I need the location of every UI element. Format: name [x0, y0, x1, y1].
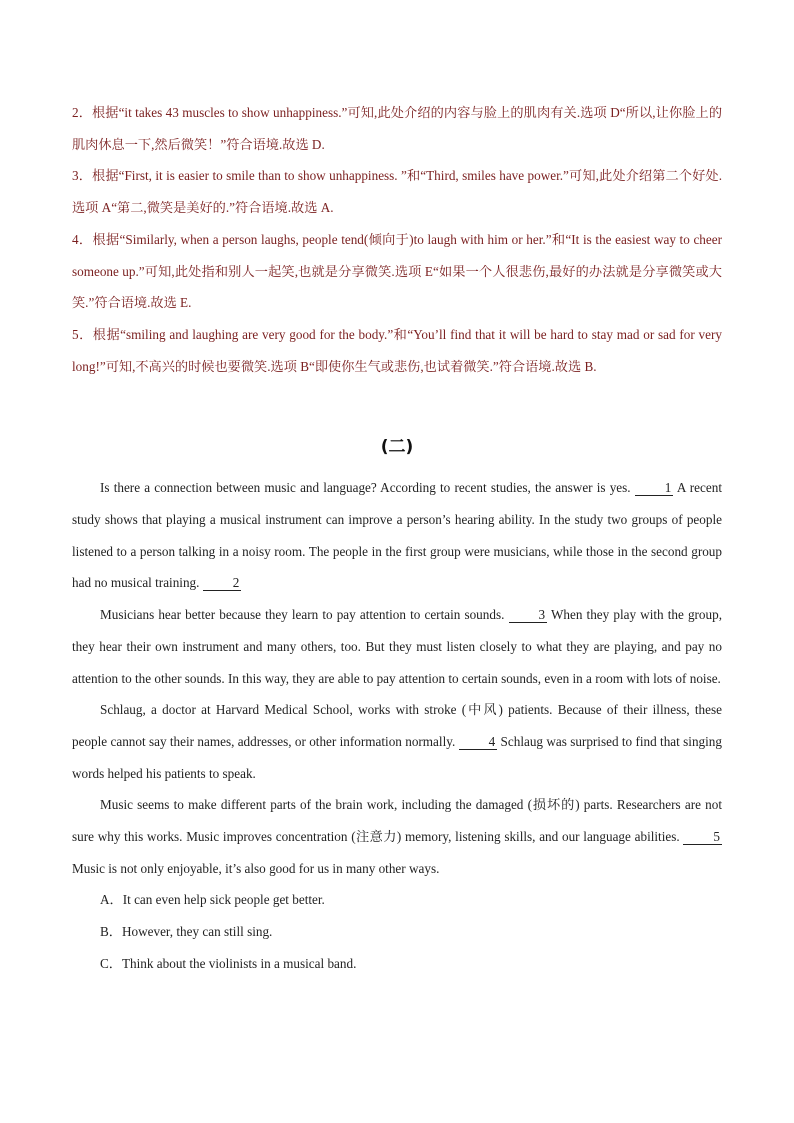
answer-number: 5． [72, 326, 93, 342]
option-letter: C． [100, 955, 122, 971]
paragraph-text: Music seems to make different parts of the brain work, including the damaged (损坏的) parts. Researchers are not sure why this works. Music improves concentration (注意力) memory, listening skills, and our language abilities. [72, 797, 722, 845]
paragraph-text: Schlaug, a doctor at Harvard Medical School, works with stroke (中风) patients. Because of their illness, these people cannot say their names, addresses, or other information normally. [72, 702, 722, 749]
answer-text: 根据“First, it is easier to smile than to show unhappiness. ”和“Third, smiles have power.”可知,此处介绍第二个好处.选项 A“第二,微笑是美好的.”符合语境.故选 A. [72, 168, 722, 216]
answer-item-5 [72, 319, 722, 382]
blank-3: 3 [509, 607, 548, 623]
reading-passage [72, 472, 722, 884]
answer-number: 4． [72, 231, 93, 247]
option-text: However, they can still sing. [121, 924, 273, 940]
document-page [72, 97, 722, 980]
passage-paragraph-4 [72, 789, 722, 884]
paragraph-text: Musicians hear better because they learn to pay attention to certain sounds. [100, 607, 509, 623]
passage-paragraph-1 [72, 472, 722, 599]
paragraph-text: Schlaug was surprised to find that singing words helped his patients to speak. [72, 733, 722, 781]
answer-number: 2． [72, 105, 92, 120]
blank-4: 4 [459, 734, 498, 750]
passage-paragraph-2 [72, 599, 722, 694]
section-title: (二) [380, 437, 414, 458]
option-b [72, 916, 722, 948]
blank-1: 1 [635, 480, 674, 496]
option-c [72, 948, 722, 980]
paragraph-text: When they play with the group, they hear their own instrument and many others, too. But they must listen closely to what they are playing, and pay no attention to the other sounds. In this way, they are able to pay attention to certain sounds, even in a room with lots of noise. [72, 607, 723, 686]
option-text: It can even help sick people get better. [122, 892, 325, 908]
answer-item-2 [72, 97, 722, 160]
answer-item-3 [72, 160, 722, 223]
paragraph-text: Is there a connection between music and language? According to recent studies, the answer is yes. [100, 480, 635, 496]
paragraph-text: Music is not only enjoyable, it’s also good for us in many other ways. [72, 860, 440, 876]
blank-2: 2 [203, 575, 242, 591]
option-a [72, 884, 722, 916]
answer-explanations [72, 97, 722, 382]
passage-paragraph-3 [72, 694, 722, 789]
option-letter: A． [100, 892, 123, 908]
answer-text: 根据“Similarly, when a person laughs, people tend(倾向于)to laugh with him or her.”和“It is the easiest way to cheer someone up.”可知,此处指和别人一起笑,也就是分享微笑.选项 E“如果一个人很悲伤,最好的办法就是分享微笑或大笑.”符合语境.故选 E. [72, 231, 722, 311]
answer-options [72, 884, 722, 979]
answer-text: 根据“smiling and laughing are very good for the body.”和“You’ll find that it will be hard to stay mad or sad for very long!”可知,不高兴的时候也要微笑.选项 B“即使你生气或悲伤,也试着微笑.”符合语境.故选 B. [72, 326, 722, 374]
answer-number: 3． [72, 168, 93, 184]
option-letter: B． [100, 924, 122, 940]
answer-text: 根据“it takes 43 muscles to show unhappiness.”可知,此处介绍的内容与脸上的肌肉有关.选项 D“所以,让你脸上的肌肉休息一下,然后微笑！”符合语境.故选 D. [72, 105, 723, 152]
option-text: Think about the violinists in a musical band. [121, 955, 357, 971]
blank-5: 5 [683, 829, 722, 845]
answer-item-4 [72, 224, 722, 319]
paragraph-text: A recent study shows that playing a musical instrument can improve a person’s hearing ability. In the study two groups of people listened to a person talking in a noisy room. The people in the first group were musicians, while those in the second group had no musical training. [72, 480, 722, 591]
